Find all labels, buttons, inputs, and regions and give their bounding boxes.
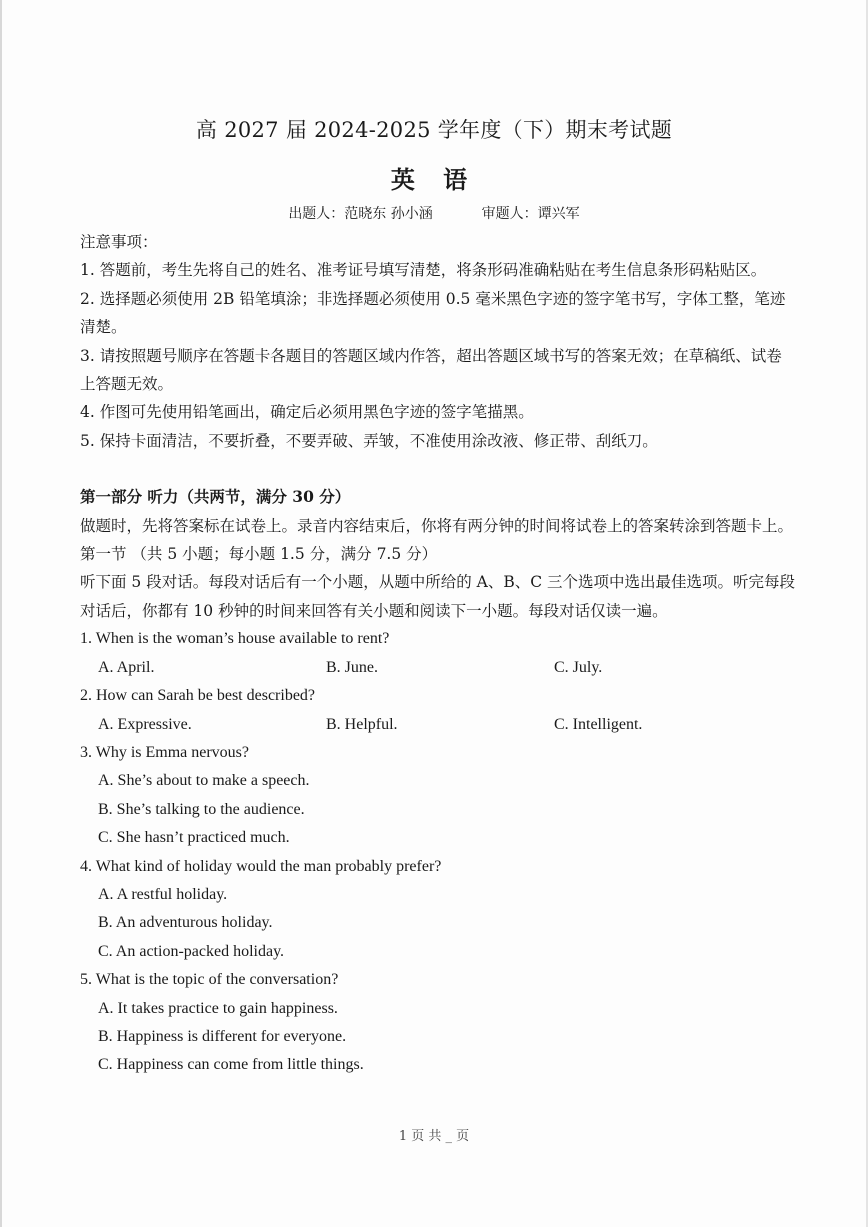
- subject-title: 英 语: [390, 165, 478, 194]
- question-reviewer: 审题人：谭兴军: [481, 206, 580, 222]
- question-1-stem: 1. When is the woman’s house available to rent?: [80, 630, 390, 648]
- authors-line: [2, 203, 866, 223]
- question-2-option-c: C. Intelligent.: [554, 715, 643, 733]
- question-4-option-a: A. A restful holiday.: [98, 885, 228, 903]
- question-3-option-c: C. She hasn’t practiced much.: [98, 829, 290, 847]
- section1-instruction: 听下面 5 段对话。每段对话后有一个小题，从题中所给的 A、B、C 三个选项中选出最佳选项。听完每段对话后，你都有 10 秒钟的时间来回答有关小题和阅读下一小题。每段对话仅读一遍。: [80, 573, 796, 620]
- question-1-option-c: C. July.: [554, 658, 603, 676]
- question-5-option-a: A. It takes practice to gain happiness.: [98, 999, 338, 1017]
- question-2-options: [80, 711, 796, 739]
- question-setters: 出题人：范晓东 孙小涵: [288, 206, 433, 222]
- question-5-stem: 5. What is the topic of the conversation?: [80, 971, 339, 989]
- notice-item-5: 5. 保持卡面清洁，不要折叠，不要弄破、弄皱，不准使用涂改液、修正带、刮纸刀。: [80, 431, 658, 450]
- question-5-option-b: B. Happiness is different for everyone.: [98, 1027, 347, 1045]
- question-4-option-c: C. An action-packed holiday.: [98, 942, 285, 960]
- section1-heading: 第一节 （共 5 小题；每小题 1.5 分，满分 7.5 分）: [80, 545, 438, 564]
- exam-content: [80, 228, 796, 1080]
- question-1-option-a: A. April.: [98, 658, 155, 676]
- section-spacer: [80, 455, 796, 483]
- question-2-option-b: B. Helpful.: [326, 715, 398, 733]
- question-4-option-b: B. An adventurous holiday.: [98, 914, 273, 932]
- notice-heading: 注意事项：: [80, 233, 158, 251]
- question-1-options: [80, 654, 796, 682]
- exam-title: 高 2027 届 2024-2025 学年度（下）期末考试题: [195, 118, 673, 142]
- notice-item-2: 2. 选择题必须使用 2B 铅笔填涂；非选择题必须使用 0.5 毫米黑色字迹的签字笔书写，字体工整，笔迹清楚。: [80, 289, 786, 337]
- notice-item-3: 3. 请按照题号顺序在答题卡各题目的答题区域内作答，超出答题区域书写的答案无效；在草稿纸、试卷上答题无效。: [80, 346, 782, 394]
- part1-instruction: 做题时，先将答案标在试卷上。录音内容结束后，你将有两分钟的时间将试卷上的答案转涂到答题卡上。: [80, 516, 794, 535]
- question-3-option-a: A. She’s about to make a speech.: [98, 772, 310, 790]
- question-3-stem: 3. Why is Emma nervous?: [80, 743, 250, 761]
- part1-heading: 第一部分 听力（共两节，满分 30 分）: [80, 487, 351, 507]
- notice-item-4: 4. 作图可先使用铅笔画出，确定后必须用黑色字迹的签字笔描黑。: [80, 403, 534, 422]
- question-3-option-b: B. She’s talking to the audience.: [98, 800, 305, 818]
- question-5-option-c: C. Happiness can come from little things.: [98, 1056, 364, 1074]
- notice-item-1: 1. 答题前，考生先将自己的姓名、准考证号填写清楚，将条形码准确粘贴在考生信息条形码粘贴区。: [80, 261, 767, 280]
- question-1-option-b: B. June.: [326, 658, 378, 676]
- question-2-stem: 2. How can Sarah be best described?: [80, 687, 316, 705]
- page-footer: 1 页 共 _ 页: [398, 1129, 470, 1144]
- question-2-option-a: A. Expressive.: [98, 715, 192, 733]
- question-4-stem: 4. What kind of holiday would the man probably prefer?: [80, 857, 442, 875]
